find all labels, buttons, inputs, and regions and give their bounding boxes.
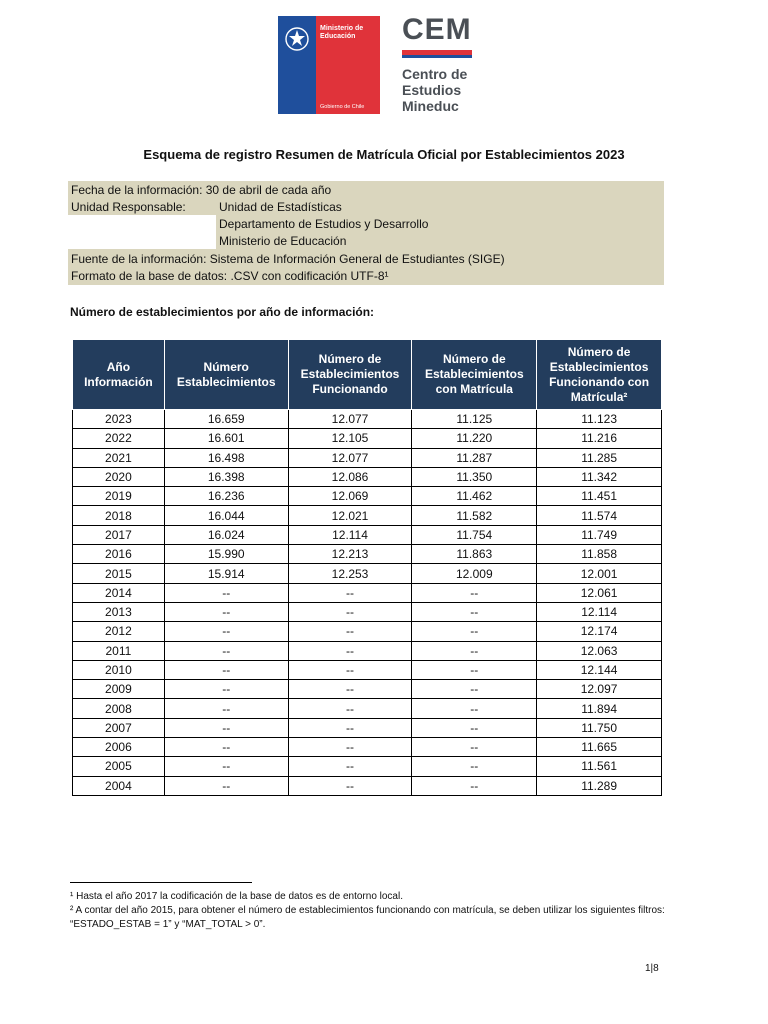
table-cell: -- (164, 776, 288, 795)
table-row (73, 506, 662, 525)
table-cell: -- (288, 757, 412, 776)
table-cell: -- (288, 583, 412, 602)
table-cell: 12.063 (537, 641, 662, 660)
table-cell: 12.097 (537, 680, 662, 699)
table-cell: 2016 (73, 545, 165, 564)
table-cell: 12.086 (288, 467, 412, 486)
table-cell: -- (164, 718, 288, 737)
table-row (73, 738, 662, 757)
table-row (73, 429, 662, 448)
table-cell: -- (288, 680, 412, 699)
footnote-divider (70, 882, 252, 883)
section-title: Número de establecimientos por año de información: (70, 305, 375, 319)
table-cell: 12.213 (288, 545, 412, 564)
table-cell: 11.287 (412, 448, 537, 467)
table-row (73, 525, 662, 544)
table-cell: 11.754 (412, 525, 537, 544)
table-cell: -- (164, 738, 288, 757)
table-cell: -- (412, 680, 537, 699)
table-cell: -- (164, 641, 288, 660)
table-cell: 12.061 (537, 583, 662, 602)
formato-value: .CSV con codificación UTF-8¹ (230, 269, 389, 283)
mineduc-logo (278, 16, 380, 114)
table-cell: -- (164, 680, 288, 699)
coat-of-arms-icon (284, 26, 310, 52)
table-cell: 11.285 (537, 448, 662, 467)
mineduc-name: Ministerio de Educación (320, 25, 364, 40)
table-cell: 11.342 (537, 467, 662, 486)
footnote-2: ² A contar del año 2015, para obtener el número de establecimientos funcionando con matrícula, se deben utilizar los siguientes filtros: “ESTADO_ESTAB = 1” y “MAT_TOTAL > 0”. (70, 905, 665, 930)
page-number: 1|8 (645, 963, 659, 974)
footnote-1: ¹ Hasta el año 2017 la codificación de la base de datos es de entorno local. (70, 891, 403, 902)
gobierno-label: Gobierno de Chile (320, 104, 365, 110)
table-cell: 2006 (73, 738, 165, 757)
table-cell: -- (164, 660, 288, 679)
table-cell: -- (288, 699, 412, 718)
table-cell: 11.216 (537, 429, 662, 448)
table-cell: 16.498 (164, 448, 288, 467)
unidad-label: Unidad Responsable: (71, 200, 186, 214)
table-row (73, 757, 662, 776)
table-cell: -- (288, 622, 412, 641)
table-cell: 16.236 (164, 487, 288, 506)
table-cell: -- (164, 602, 288, 621)
table-cell: -- (288, 641, 412, 660)
table-cell: 11.750 (537, 718, 662, 737)
table-row (73, 622, 662, 641)
table-cell: -- (288, 738, 412, 757)
table-row (73, 467, 662, 486)
table-cell: 12.253 (288, 564, 412, 583)
table-cell: 12.001 (537, 564, 662, 583)
formato-label: Formato de la base de datos: (71, 269, 228, 283)
table-cell: 16.659 (164, 410, 288, 429)
header-funcionando-con-matricula: Número de Establecimientos Funcionando con Matrícula² (537, 340, 662, 410)
table-cell: 12.069 (288, 487, 412, 506)
table-cell: -- (164, 583, 288, 602)
header-funcionando: Número de Establecimientos Funcionando (288, 340, 412, 410)
table-cell: 2015 (73, 564, 165, 583)
table-row (73, 699, 662, 718)
cem-subtitle: Centro de Estudios Mineduc (402, 66, 468, 114)
table-cell: -- (412, 660, 537, 679)
table-cell: 15.914 (164, 564, 288, 583)
table-header-row (73, 340, 662, 410)
document-title: Esquema de registro Resumen de Matrícula Oficial por Establecimientos 2023 (143, 147, 625, 162)
table-cell: 11.125 (412, 410, 537, 429)
table-cell: 11.220 (412, 429, 537, 448)
table-cell: 11.289 (537, 776, 662, 795)
cem-logo (402, 13, 472, 114)
table-cell: 2023 (73, 410, 165, 429)
fuente-value: Sistema de Información General de Estudiantes (SIGE) (209, 252, 505, 266)
table-cell: 11.451 (537, 487, 662, 506)
table-row (73, 583, 662, 602)
fuente-line (71, 252, 505, 266)
info-box (68, 181, 664, 285)
table-cell: 11.749 (537, 525, 662, 544)
table-cell: 11.462 (412, 487, 537, 506)
table-row (73, 680, 662, 699)
table-cell: -- (412, 776, 537, 795)
table-cell: 2010 (73, 660, 165, 679)
table-cell: 12.114 (537, 602, 662, 621)
table-cell: 11.123 (537, 410, 662, 429)
cem-blue-bar (402, 55, 472, 58)
table-cell: -- (288, 718, 412, 737)
table-cell: 11.863 (412, 545, 537, 564)
table-cell: 2020 (73, 467, 165, 486)
table-cell: 2019 (73, 487, 165, 506)
table-cell: 2012 (73, 622, 165, 641)
cem-wordmark: CEM (402, 13, 472, 46)
table-row (73, 776, 662, 795)
table-row (73, 602, 662, 621)
table-cell: -- (288, 776, 412, 795)
table-cell: 2009 (73, 680, 165, 699)
table-cell: 12.174 (537, 622, 662, 641)
table-cell: -- (288, 602, 412, 621)
table-cell: 2013 (73, 602, 165, 621)
table-cell: 2017 (73, 525, 165, 544)
table-cell: 2014 (73, 583, 165, 602)
table-cell: -- (164, 757, 288, 776)
table-cell: 2021 (73, 448, 165, 467)
table-cell: 2005 (73, 757, 165, 776)
header-numero-establecimientos: Número Establecimientos (164, 340, 288, 410)
header-anio: Año Información (73, 340, 165, 410)
table-cell: -- (412, 622, 537, 641)
table-cell: -- (412, 699, 537, 718)
table-row (73, 545, 662, 564)
info-blank-cell (68, 215, 216, 249)
table-cell: 2007 (73, 718, 165, 737)
table-row (73, 641, 662, 660)
table-row (73, 410, 662, 429)
fecha-value: 30 de abril de cada año (205, 183, 332, 197)
unidad-value-2: Departamento de Estudios y Desarrollo (219, 217, 429, 231)
table-cell: -- (412, 738, 537, 757)
table-cell: 12.077 (288, 448, 412, 467)
fuente-label: Fuente de la información: (71, 252, 207, 266)
table-cell: 11.350 (412, 467, 537, 486)
table-cell: 2022 (73, 429, 165, 448)
table-body (73, 410, 662, 796)
formato-line (71, 269, 389, 283)
table-cell: 2018 (73, 506, 165, 525)
table-cell: 2011 (73, 641, 165, 660)
table-cell: -- (412, 718, 537, 737)
table-row (73, 448, 662, 467)
table-cell: -- (164, 622, 288, 641)
table-cell: 11.665 (537, 738, 662, 757)
footnotes (70, 890, 670, 932)
table-cell: 12.144 (537, 660, 662, 679)
table-cell: -- (412, 757, 537, 776)
unidad-value-1: Unidad de Estadísticas (219, 200, 342, 214)
table-cell: -- (412, 583, 537, 602)
table-cell: -- (288, 660, 412, 679)
table-cell: -- (412, 602, 537, 621)
table-row (73, 487, 662, 506)
table-row (73, 564, 662, 583)
table-cell: -- (412, 641, 537, 660)
establishments-table (72, 339, 662, 796)
table-cell: 12.009 (412, 564, 537, 583)
table-cell: 15.990 (164, 545, 288, 564)
header-con-matricula: Número de Establecimientos con Matrícula (412, 340, 537, 410)
table-cell: 11.574 (537, 506, 662, 525)
table-cell: 16.044 (164, 506, 288, 525)
table-cell: 2008 (73, 699, 165, 718)
table-cell: 12.105 (288, 429, 412, 448)
table-cell: 11.894 (537, 699, 662, 718)
table-cell: -- (164, 699, 288, 718)
fecha-label: Fecha de la información: 30 de abril de cada año (71, 183, 332, 197)
table-cell: 12.114 (288, 525, 412, 544)
table-cell: 11.561 (537, 757, 662, 776)
table-cell: 12.077 (288, 410, 412, 429)
table-cell: 16.398 (164, 467, 288, 486)
table-row (73, 660, 662, 679)
table-cell: 12.021 (288, 506, 412, 525)
table-cell: 11.582 (412, 506, 537, 525)
table-cell: 11.858 (537, 545, 662, 564)
table-cell: 16.024 (164, 525, 288, 544)
table-row (73, 718, 662, 737)
table-cell: 16.601 (164, 429, 288, 448)
table-cell: 2004 (73, 776, 165, 795)
unidad-value-3: Ministerio de Educación (219, 234, 347, 248)
